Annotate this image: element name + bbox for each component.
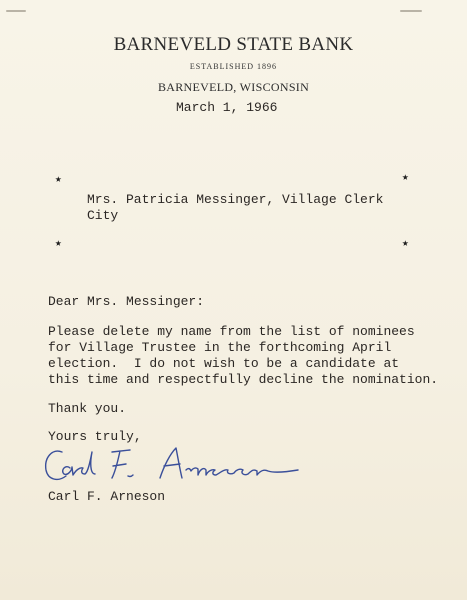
typed-signature-name: Carl F. Arneson <box>48 489 166 504</box>
staple-mark <box>6 10 26 12</box>
star-icon: ★ <box>55 238 62 250</box>
body-line: for Village Trustee in the forthcoming April <box>48 340 392 355</box>
bank-location: BARNEVELD, WISCONSIN <box>157 80 310 94</box>
recipient-line-2: City <box>87 208 119 223</box>
thanks-line: Thank you. <box>48 401 127 416</box>
star-icon: ★ <box>402 238 409 250</box>
staple-mark <box>400 10 422 12</box>
body-line: Please delete my name from the list of nominees <box>48 324 415 339</box>
established-year: ESTABLISHED 1896 <box>189 62 278 71</box>
body-line: election. I do not wish to be a candidate at <box>48 356 400 371</box>
star-icon: ★ <box>402 172 409 184</box>
body-line: this time and respectfully decline the nomination. <box>48 372 439 387</box>
letter-date: March 1, 1966 <box>176 100 278 115</box>
bank-name: BARNEVELD STATE BANK <box>113 34 354 55</box>
star-icon: ★ <box>55 174 62 186</box>
recipient-line-1: Mrs. Patricia Messinger, Village Clerk <box>87 192 384 207</box>
handwritten-signature <box>40 440 360 490</box>
closing-line: Yours truly, <box>48 429 142 444</box>
salutation: Dear Mrs. Messinger: <box>48 294 205 309</box>
